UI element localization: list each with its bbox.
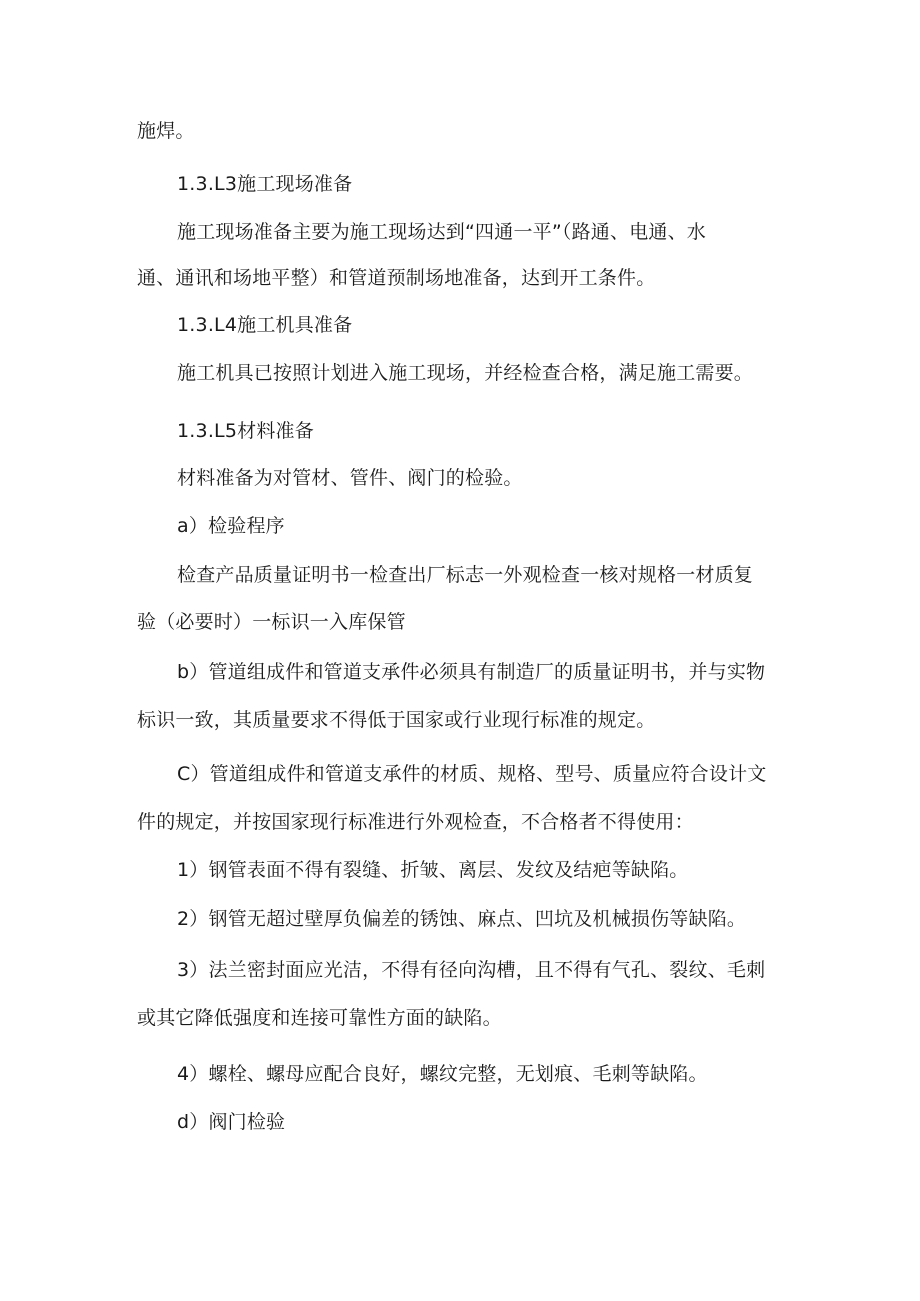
paragraph-line: 标识一致，其质量要求不得低于国家或行业现行标准的规定。 <box>137 709 656 731</box>
list-item: 3）法兰密封面应光洁，不得有径向沟槽，且不得有气孔、裂纹、毛刺 <box>177 959 766 981</box>
section-heading: 1.3.L3施工现场准备 <box>177 173 353 195</box>
paragraph-line: 材料准备为对管材、管件、阀门的检验。 <box>177 467 523 489</box>
paragraph-line: 或其它降低强度和连接可靠性方面的缺陷。 <box>137 1007 502 1029</box>
section-heading: 1.3.L5材料准备 <box>177 420 314 442</box>
list-item-heading: d）阀门检验 <box>177 1111 286 1133</box>
list-item-heading: a）检验程序 <box>177 515 285 537</box>
paragraph-line: 施工现场准备主要为施工现场达到“四通一平”（路通、电通、水 <box>177 221 706 243</box>
paragraph-line: 验（必要时）一标识一入库保管 <box>137 611 406 633</box>
section-heading: 1.3.L4施工机具准备 <box>177 314 353 336</box>
paragraph-line: 通、通讯和场地平整）和管道预制场地准备，达到开工条件。 <box>137 267 656 289</box>
list-item: C）管道组成件和管道支承件的材质、规格、型号、质量应符合设计文 <box>177 763 767 785</box>
list-item: 4）螺栓、螺母应配合良好，螺纹完整，无划痕、毛刺等缺陷。 <box>177 1063 708 1085</box>
paragraph-line: 件的规定，并按国家现行标准进行外观检查，不合格者不得使用： <box>137 811 694 833</box>
list-item: b）管道组成件和管道支承件必须具有制造厂的质量证明书，并与实物 <box>177 661 766 683</box>
list-item: 2）钢管无超过壁厚负偏差的锈蚀、麻点、凹坑及机械损伤等缺陷。 <box>177 908 747 930</box>
paragraph-line: 检查产品质量证明书一检查出厂标志一外观检查一核对规格一材质复 <box>177 564 754 586</box>
text-line: 施焊。 <box>137 120 195 142</box>
paragraph-line: 施工机具已按照计划进入施工现场，并经检查合格，满足施工需要。 <box>177 362 754 384</box>
list-item: 1）钢管表面不得有裂缝、折皱、离层、发纹及结疤等缺陷。 <box>177 859 689 881</box>
